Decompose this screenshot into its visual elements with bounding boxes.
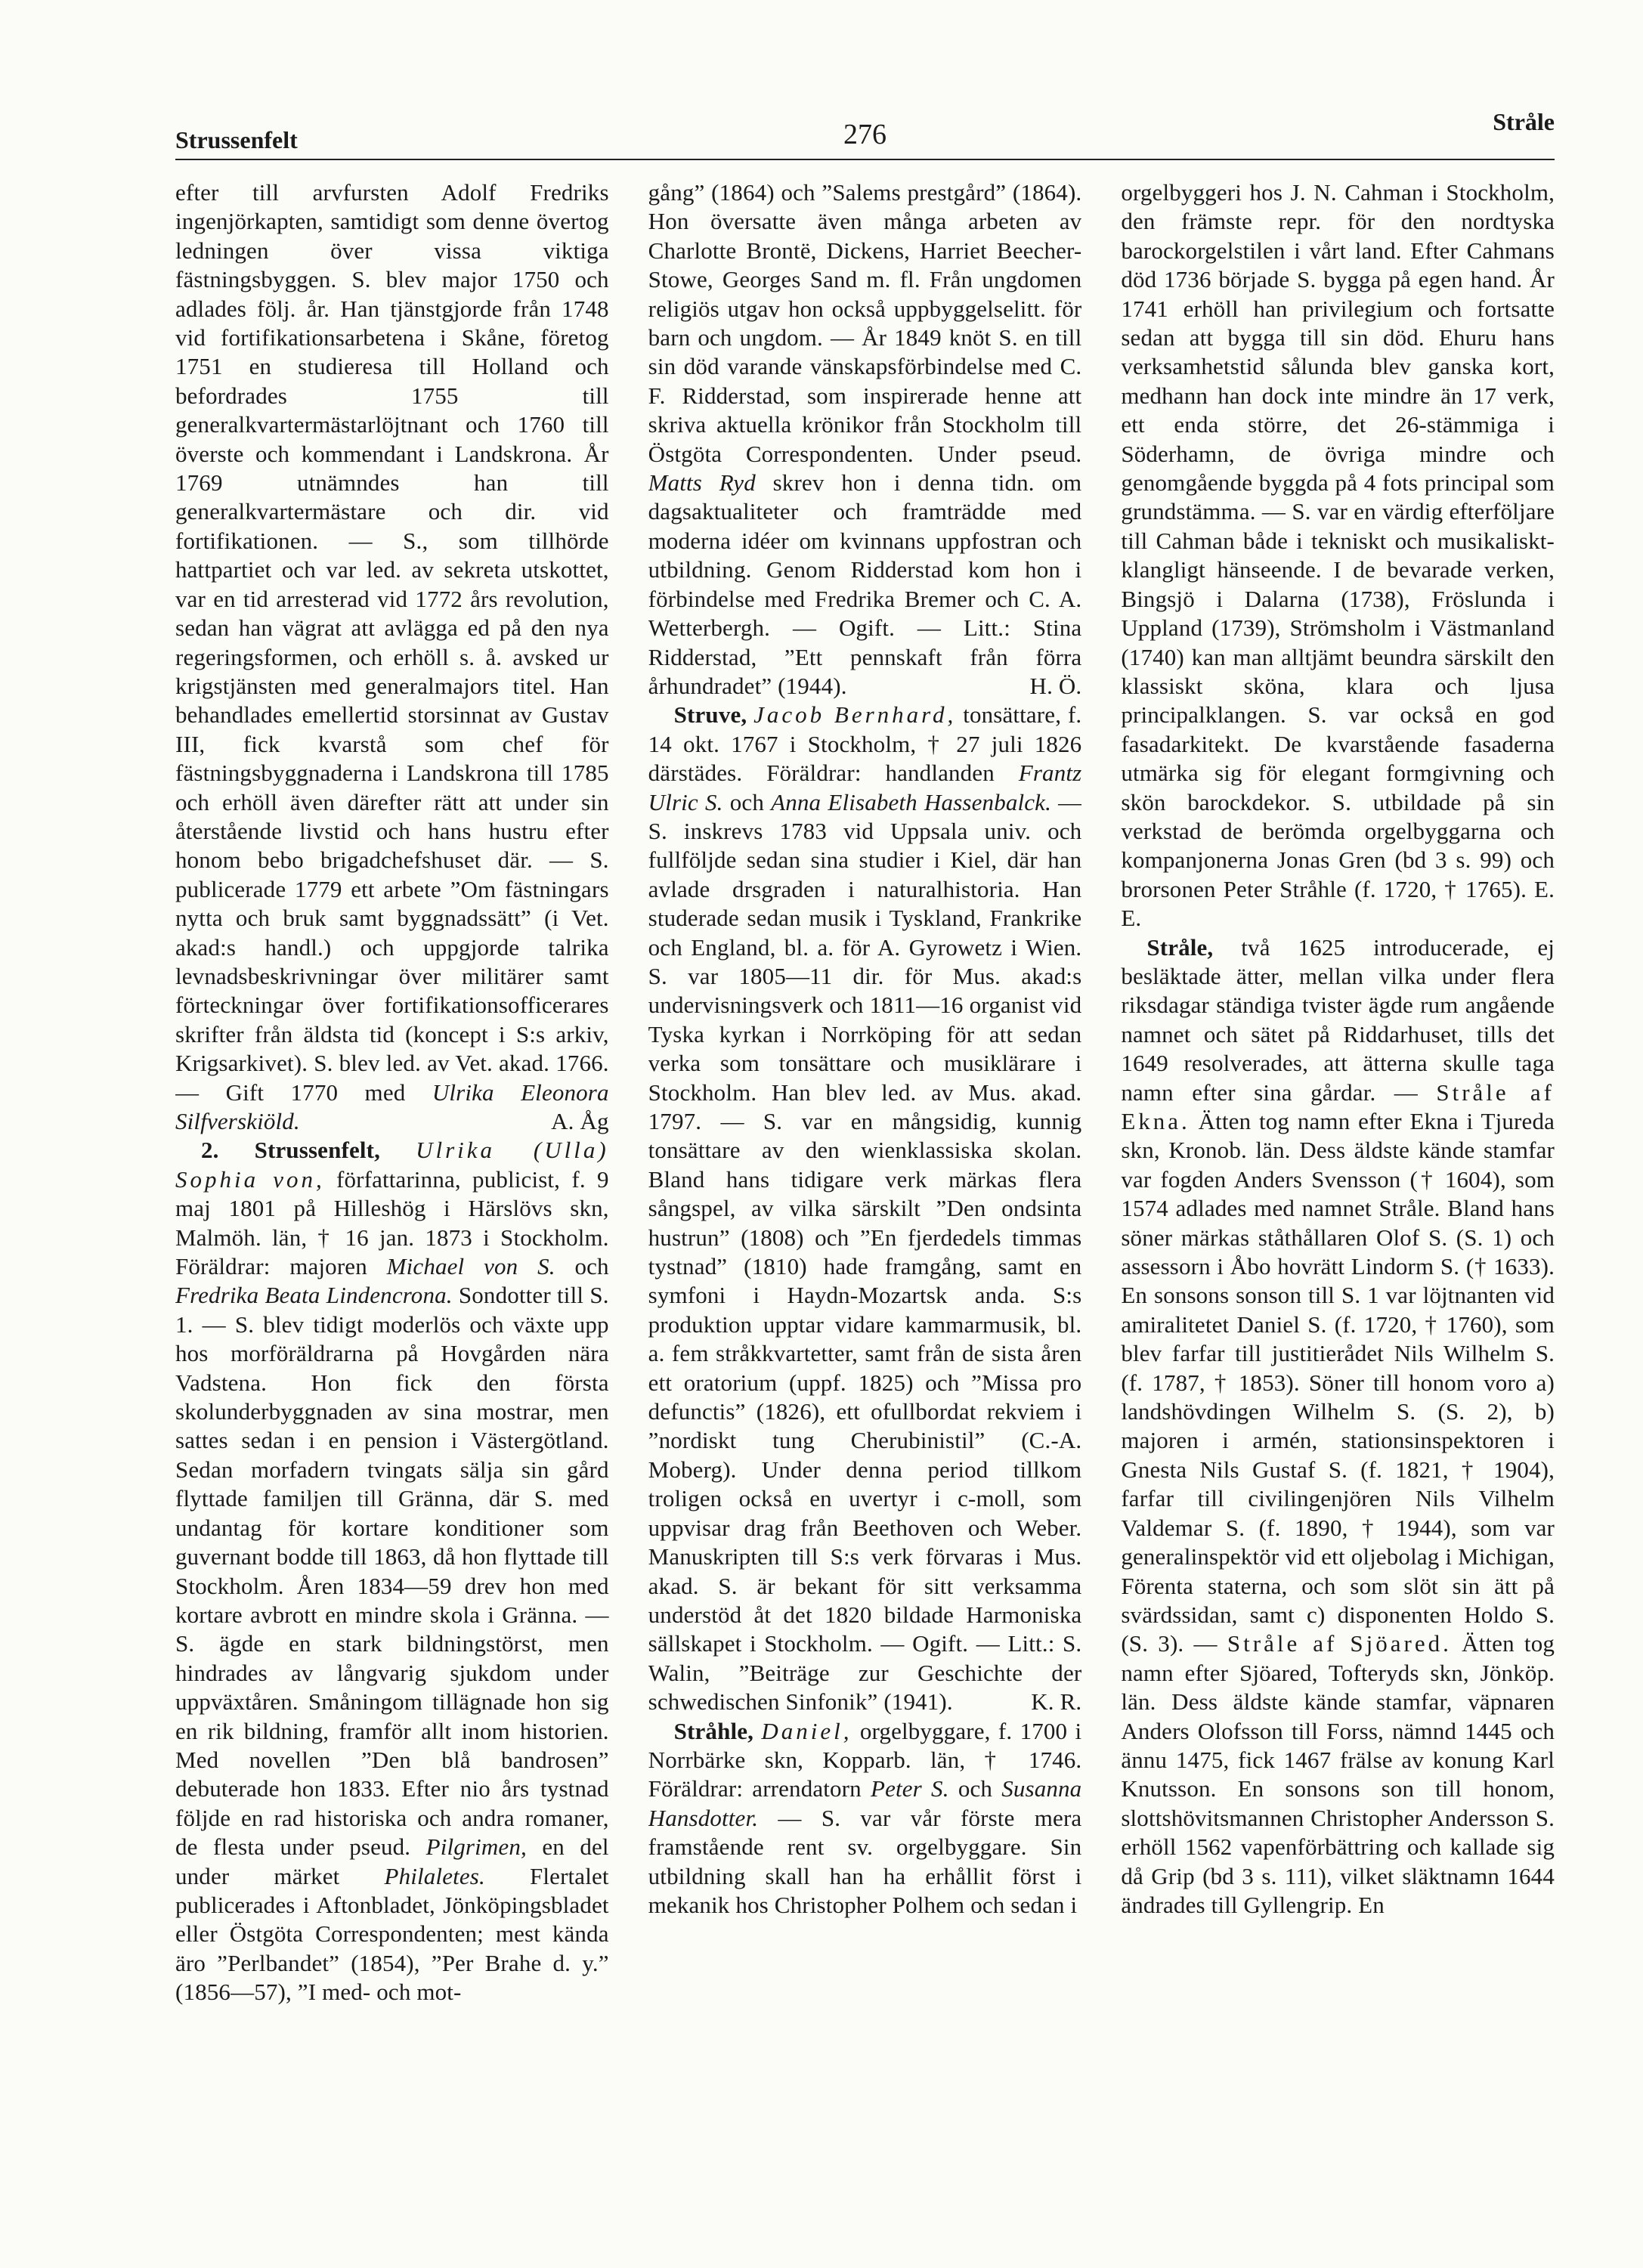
father-name: Peter S. bbox=[871, 1775, 949, 1802]
body-text: skrev hon i denna tidn. om dagsaktualiteter och framträdde med moderna idéer om kvinnans uppfostran och utbildning. Genom Ridderstad kom hon i förbindelse med Fredrika Bremer och C. A. Wetterbergh. — Ogift. — Litt.: Stina Ridderstad, ”Ett pennskaft från förra århundradet” (1944). bbox=[648, 469, 1082, 699]
entry-headword: Stråhle, bbox=[673, 1717, 754, 1744]
author-signature: H. Ö. bbox=[1029, 672, 1082, 699]
father-name: Michael von S. bbox=[386, 1253, 555, 1280]
body-text: en del under märket bbox=[175, 1833, 609, 1889]
entry-continuation bbox=[175, 178, 609, 1136]
author-signature: E. E. bbox=[1121, 875, 1555, 932]
body-text: författarinna, publicist, f. 9 maj 1801 på Hilleshög i Härslövs skn, Malmöh. län, † 16 jan. 1873 i Stockholm. Föräldrar: majoren bbox=[175, 1165, 609, 1280]
header-left-word: Strussenfelt bbox=[175, 126, 298, 153]
author-signature: K. R. bbox=[1031, 1688, 1082, 1716]
entry-person-name: Jacob Bernhard, bbox=[753, 701, 957, 729]
body-text: Ätten tog namn efter Ekna i Tjureda skn, Kronob. län. Dess äldste kände stamfar var fogden Anders Svensson († 1604), som 1574 adlades med namnet Stråle. Bland hans söner märkas ståthållaren Olof S. (S. 1) och assessorn i Åbo hovrätt Lindorm S. († 1633). En sonsons sonson till S. 1 var löjtnanten vid amiralitetet Daniel S. (f. 1720, † 1760), som blev farfar till justitierådet Nils Wilhelm S. (f. 1787, † 1853). Söner till honom voro a) landshövdingen Wilhelm S. (S. 2), b) majoren i armén, stationsinspektoren i Gnesta Nils Gustaf S. (f. 1821, † 1904), farfar till civilingenjören Nils Vilhelm Valdemar S. (f. 1890, † 1944), som var generalinspektör vid ett oljebolag i Michigan, Förenta staterna, och som slöt sin ätt på svärdssidan, samt c) disponenten Holdo S. (S. 3). — bbox=[1121, 1108, 1555, 1657]
entry-headword: 2. Strussenfelt, bbox=[201, 1137, 381, 1164]
pseudonym: Philaletes. bbox=[384, 1862, 485, 1889]
text-columns bbox=[175, 178, 1555, 2219]
entry-headword: Stråle, bbox=[1146, 933, 1214, 961]
body-text: två 1625 introducerade, ej besläktade ätter, mellan vilka under flera riksdagar ständiga tvister ägde rum angående namnet och sätet på Riddarhuset, tills det 1649 resolverades, att ätterna skulle taga namn efter sina gårdar. — bbox=[1121, 933, 1555, 1106]
father-name: Frantz Ulric S. bbox=[648, 760, 1082, 815]
conjunction: och bbox=[574, 1253, 609, 1280]
family-branch-name: Stråle af Sjöared. bbox=[1227, 1630, 1452, 1657]
conjunction: och bbox=[729, 788, 764, 815]
entry-person-name: Ulrika (Ulla) Sophia von, bbox=[175, 1137, 609, 1193]
body-text: gång” (1864) och ”Salems prestgård” (1864). Hon översatte även många arbeten av Charlotte Brontë, Dickens, Harriet Beecher-Stowe, Georges Sand m. fl. Från ungdomen religiös utgav hon också uppbyggelselitt. för barn och ungdom. — År 1849 knöt S. en till sin död varande vänskapsförbindelse med C. F. Ridderstad, som inspirerade henne att skriva aktuella krönikor från Stockholm till Östgöta Correspondenten. Under pseud. bbox=[648, 179, 1082, 467]
body-text: Flertalet publicerades i Aftonbladet, Jönköpingsbladet eller Östgöta Correspondenten; mest kända äro ”Perlbandet” (1854), ”Per Brahe d. y.” (1856—57), ”I med- och mot- bbox=[175, 1862, 609, 2006]
spouse-name: Ulrika Eleonora Silfverskiöld. bbox=[175, 1078, 609, 1134]
entry-continuation bbox=[648, 178, 1082, 701]
body-text: — S. var vår förste mera framstående rent sv. orgelbyggare. Sin utbildning skall han ha erhållit först i mekanik hos Christopher Polhem och sedan i bbox=[648, 1804, 1082, 1918]
entry-strale bbox=[1121, 933, 1555, 1920]
body-text: — S. inskrevs 1783 vid Uppsala univ. och fullföljde sedan sina studier i Kiel, där han avlade drsgraden i naturalhistoria. Han studerade sedan musik i Tyskland, Frankrike och England, bl. a. för A. Gyrowetz i Wien. S. var 1805—11 dir. för Mus. akad:s undervisningsverk och 1811—16 organist vid Tyska kyrkan i Norrköping för att sedan verka som tonsättare och musiklärare i Stockholm. Han blev led. av Mus. akad. 1797. — S. var en mångsidig, kunnig tonsättare av den wienklassiska skolan. Bland hans tidigare verk märkas flera sångspel, av vilka särskilt ”Den ondsinta hustrun” (1808) och ”En fjerdedels timmas tystnad” (1810) hade framgång, samt en symfoni i Haydn-Mozartsk anda. S:s produktion upptar vidare kammarmusik, bl. a. fem stråkkvartetter, samt från de sista åren ett oratorium (uppf. 1825) och ”Missa pro defunctis” (1826), ett ofullbordat rekviem i ”nordiskt tung Cherubinistil” (C.-A. Moberg). Under denna period tillkom troligen också en uvertyr i c-moll, som uppvisar drag från Beethoven och Weber. Manuskripten till S:s verk förvaras i Mus. akad. S. är bekant för sitt verksamma understöd åt det 1820 bildade Harmoniska sällskapet i Stockholm. — Ogift. — Litt.: S. Walin, ”Beiträge zur Geschichte der schwedischen Sinfonik” (1941). bbox=[648, 788, 1082, 1716]
entry-strussenfelt-ulrika bbox=[175, 1136, 609, 2007]
author-signature: A. Åg bbox=[551, 1108, 609, 1134]
pseudonym: Pilgrimen, bbox=[425, 1833, 527, 1861]
mother-name: Susanna Hansdotter. bbox=[648, 1775, 1082, 1831]
body-text: efter till arvfursten Adolf Fredriks ingenjörkapten, samtidigt som denne övertog ledningen över vissa viktiga fästningsbyggen. S. blev major 1750 och adlades följ. år. Han tjänstgjorde från 1748 vid fortifikationsarbetena i Skåne, företog 1751 en studieresa till Holland och befordrades 1755 till generalkvartermästarlöjtnant och 1760 till överste och kommendant i Landskrona. År 1769 utnämndes han till generalkvartermästare och dir. vid fortifikationen. — S., som tillhörde hattpartiet och var led. av sekreta utskottet, var en tid arresterad vid 1772 års revolution, sedan han vägrat att avlägga ed på den nya regeringsformen, och erhöll s. å. avsked ur krigstjänsten med generalmajors titel. Han behandlades emellertid storsinnat av Gustav III, fick kvarstå som chef för fästningsbyggnaderna i Landskrona till 1785 och erhöll även därefter rätt att under sin återstående livstid och hans hustru efter honom bebo brigadchefshuset där. — S. publicerade 1779 ett arbete ”Om fästningars nytta och bruk samt byggnadssätt” (i Vet. akad:s handl.) och uppgjorde talrika levnadsbeskrivningar över militärer samt förteckningar över fortifikationsofficerares skrifter från äldsta tid (koncept i S:s arkiv, Krigsarkivet). S. blev led. av Vet. akad. 1766. — Gift 1770 med bbox=[175, 179, 609, 1106]
pseudonym: Matts Ryd bbox=[648, 469, 756, 497]
header-right-word: Stråle bbox=[1493, 108, 1555, 135]
page-number: 276 bbox=[843, 119, 886, 150]
entry-struve bbox=[648, 701, 1082, 1716]
column-1 bbox=[175, 178, 609, 2219]
mother-name: Fredrika Beata Lindencrona. bbox=[175, 1282, 453, 1309]
body-text: orgelbyggeri hos J. N. Cahman i Stockholm, den främste repr. för den nordtyska barockorgelstilen i vårt land. Efter Cahmans död 1736 började S. bygga på egen hand. År 1741 erhöll han privilegium och fortsatte sedan att bygga till sin död. Ehuru hans verksamhetstid sålunda blev ganska kort, medhann han dock inte mindre än 17 verk, ett enda större, det 26-stämmiga i Söderhamn, de övriga mindre och genomgående byggda på 4 fots principal som grundstämma. — S. var en värdig efterföljare till Cahman både i tekniskt och musikaliskt-klangligt hänseende. I de bevarade verken, Bingsjö i Dalarna (1738), Fröslunda i Uppland (1739), Strömsholm i Västmanland (1740) kan man alltjämt beundra särskilt den klassiskt sköna, klara och ljusa principalklangen. S. var också en god fasadarkitekt. De kvarstående fasaderna utmärka sig för elegant formgivning och skön barockdekor. S. utbildade på sin verkstad de berömda orgelbyggarna och kompanjonerna Jonas Gren (bd 3 s. 99) och brorsonen Peter Stråhle (f. 1720, † 1765). bbox=[1121, 179, 1555, 902]
body-text: tonsättare, f. 14 okt. 1767 i Stockholm, † 27 juli 1826 därstädes. Föräldrar: handlanden bbox=[648, 701, 1082, 787]
body-text: Sondotter till S. 1. — S. blev tidigt moderlös och växte upp hos morföräldrarna på Hovgården nära Vadstena. Hon fick den första skolunderbyggnaden av sina mostrar, men sattes sedan i en pension i Västergötland. Sedan morfadern tvingats sälja sin gård flyttade familjen till Gränna, där S. med undantag för kortare konditioner som guvernant bodde till 1863, då hon flyttade till Stockholm. Åren 1834—59 drev hon med kortare avbrott en mindre skola i Gränna. — S. ägde en stark bildningstörst, men hindrades av långvarig sjukdom under uppväxtåren. Småningom tillägnade hon sig en rik bildning, framför allt inom historien. Med novellen ”Den blå bandrosen” debuterade hon 1833. Efter nio års tystnad följde en rad historiska och andra romaner, de flesta under pseud. bbox=[175, 1282, 609, 1861]
entry-continuation bbox=[1121, 178, 1555, 933]
running-header bbox=[175, 106, 1555, 160]
family-branch-name: Stråle af Ekna. bbox=[1121, 1078, 1555, 1134]
body-text: orgelbyggare, f. 1700 i Norrbärke skn, Kopparb. län, † 1746. Föräldrar: arrendatorn bbox=[648, 1717, 1082, 1802]
conjunction: och bbox=[958, 1775, 993, 1802]
mother-name: Anna Elisabeth Hassenbalck. bbox=[771, 788, 1051, 815]
column-3 bbox=[1121, 178, 1555, 2219]
column-2 bbox=[648, 178, 1082, 2219]
body-text: Ätten tog namn efter Sjöared, Tofteryds skn, Jönköp. län. Dess äldste kände stamfar, väpnaren Anders Olofsson till Forss, nämnd 1445 och ännu 1475, fick 1467 frälse av konung Karl Knutsson. En sonsons son till honom, slottshövitsmannen Christopher Andersson S. erhöll 1562 vapenförbättring och kallade sig då Grip (bd 3 s. 111), vilket släktnamn 1644 ändrades till Gyllengrip. En bbox=[1121, 1630, 1555, 1918]
entry-person-name: Daniel, bbox=[761, 1717, 852, 1744]
entry-strahle bbox=[648, 1717, 1082, 1920]
entry-headword: Struve, bbox=[673, 701, 747, 729]
